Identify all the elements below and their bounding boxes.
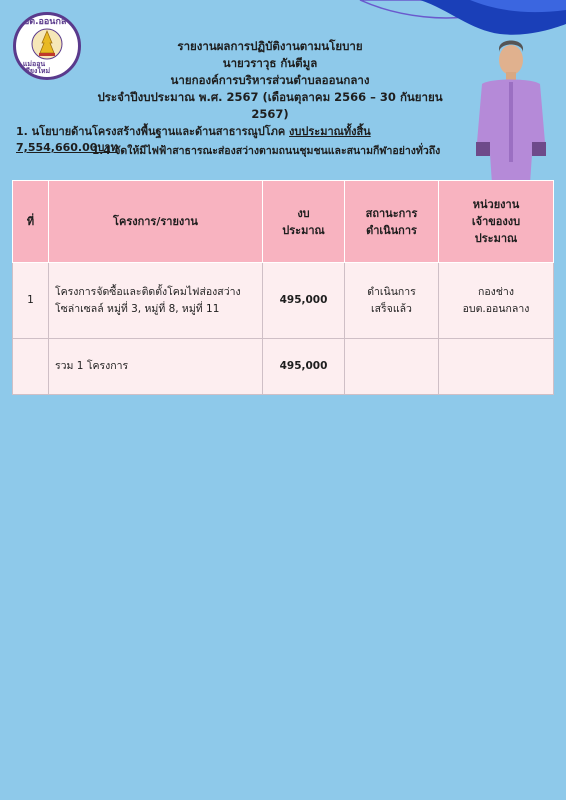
organization-logo	[13, 12, 81, 80]
table-total-row	[13, 339, 554, 395]
status-line-1: ดำเนินการ	[367, 285, 416, 298]
total-empty-no	[13, 339, 49, 395]
temple-emblem-icon	[30, 27, 64, 61]
total-label: รวม 1 โครงการ	[49, 339, 263, 395]
total-empty-status	[345, 339, 439, 395]
unit-line-2: อบต.ออนกลาง	[462, 302, 530, 315]
header-budget: งบ ประมาณ	[263, 181, 345, 263]
header-no: ที่	[13, 181, 49, 263]
row-unit	[439, 263, 554, 339]
mayor-name: นายวราวุธ กันตีมูล	[222, 56, 318, 70]
header-status: สถานะการ ดำเนินการ	[345, 181, 439, 263]
row-budget: 495,000	[263, 263, 345, 339]
policy-budget-total: งบประมาณทั้งสิ้น 7,554,660.00บาท	[16, 125, 371, 154]
report-header	[80, 38, 460, 123]
total-empty-unit	[439, 339, 554, 395]
mayor-position: นายกองค์การบริหารส่วนตำบลออนกลาง	[170, 73, 370, 87]
project-budget-table	[12, 180, 554, 395]
logo-bottom-text: อ.แม่ออน จ.เชียงใหม่	[16, 59, 51, 75]
total-budget: 495,000	[263, 339, 345, 395]
project-line-2: โซล่าเซลล์ หมู่ที่ 3, หมู่ที่ 8, หมู่ที่ 11	[55, 302, 220, 315]
row-status	[345, 263, 439, 339]
unit-line-1: กองช่าง	[478, 285, 514, 298]
header-unit: หน่วยงาน เจ้าของงบ ประมาณ	[439, 181, 554, 263]
report-title: รายงานผลการปฏิบัติงานตามนโยบาย	[177, 39, 363, 53]
fiscal-year: ประจำปีงบประมาณ พ.ศ. 2567 (เดือนตุลาคม 2566 – 30 กันยายน 2567)	[97, 90, 443, 121]
status-line-2: เสร็จแล้ว	[371, 302, 412, 315]
header-project: โครงการ/รายงาน	[49, 181, 263, 263]
policy-text: 1. นโยบายด้านโครงสร้างพื้นฐานและด้านสาธารณูปโภค	[16, 125, 290, 138]
logo-top-text: อบต.ออนกลาง	[18, 16, 76, 27]
mayor-portrait	[472, 34, 550, 184]
row-project	[49, 263, 263, 339]
table-header-row	[13, 181, 554, 263]
sub-policy-statement: 1.4 จัดให้มีไฟฟ้าสาธารณะส่องสว่างตามถนนชุมชนและสนามกีฬาอย่างทั่วถึง	[92, 145, 441, 157]
table-row	[13, 263, 554, 339]
row-number: 1	[13, 263, 49, 339]
project-line-1: โครงการจัดซื้อและติดตั้งโคมไฟส่องสว่าง	[55, 285, 241, 298]
